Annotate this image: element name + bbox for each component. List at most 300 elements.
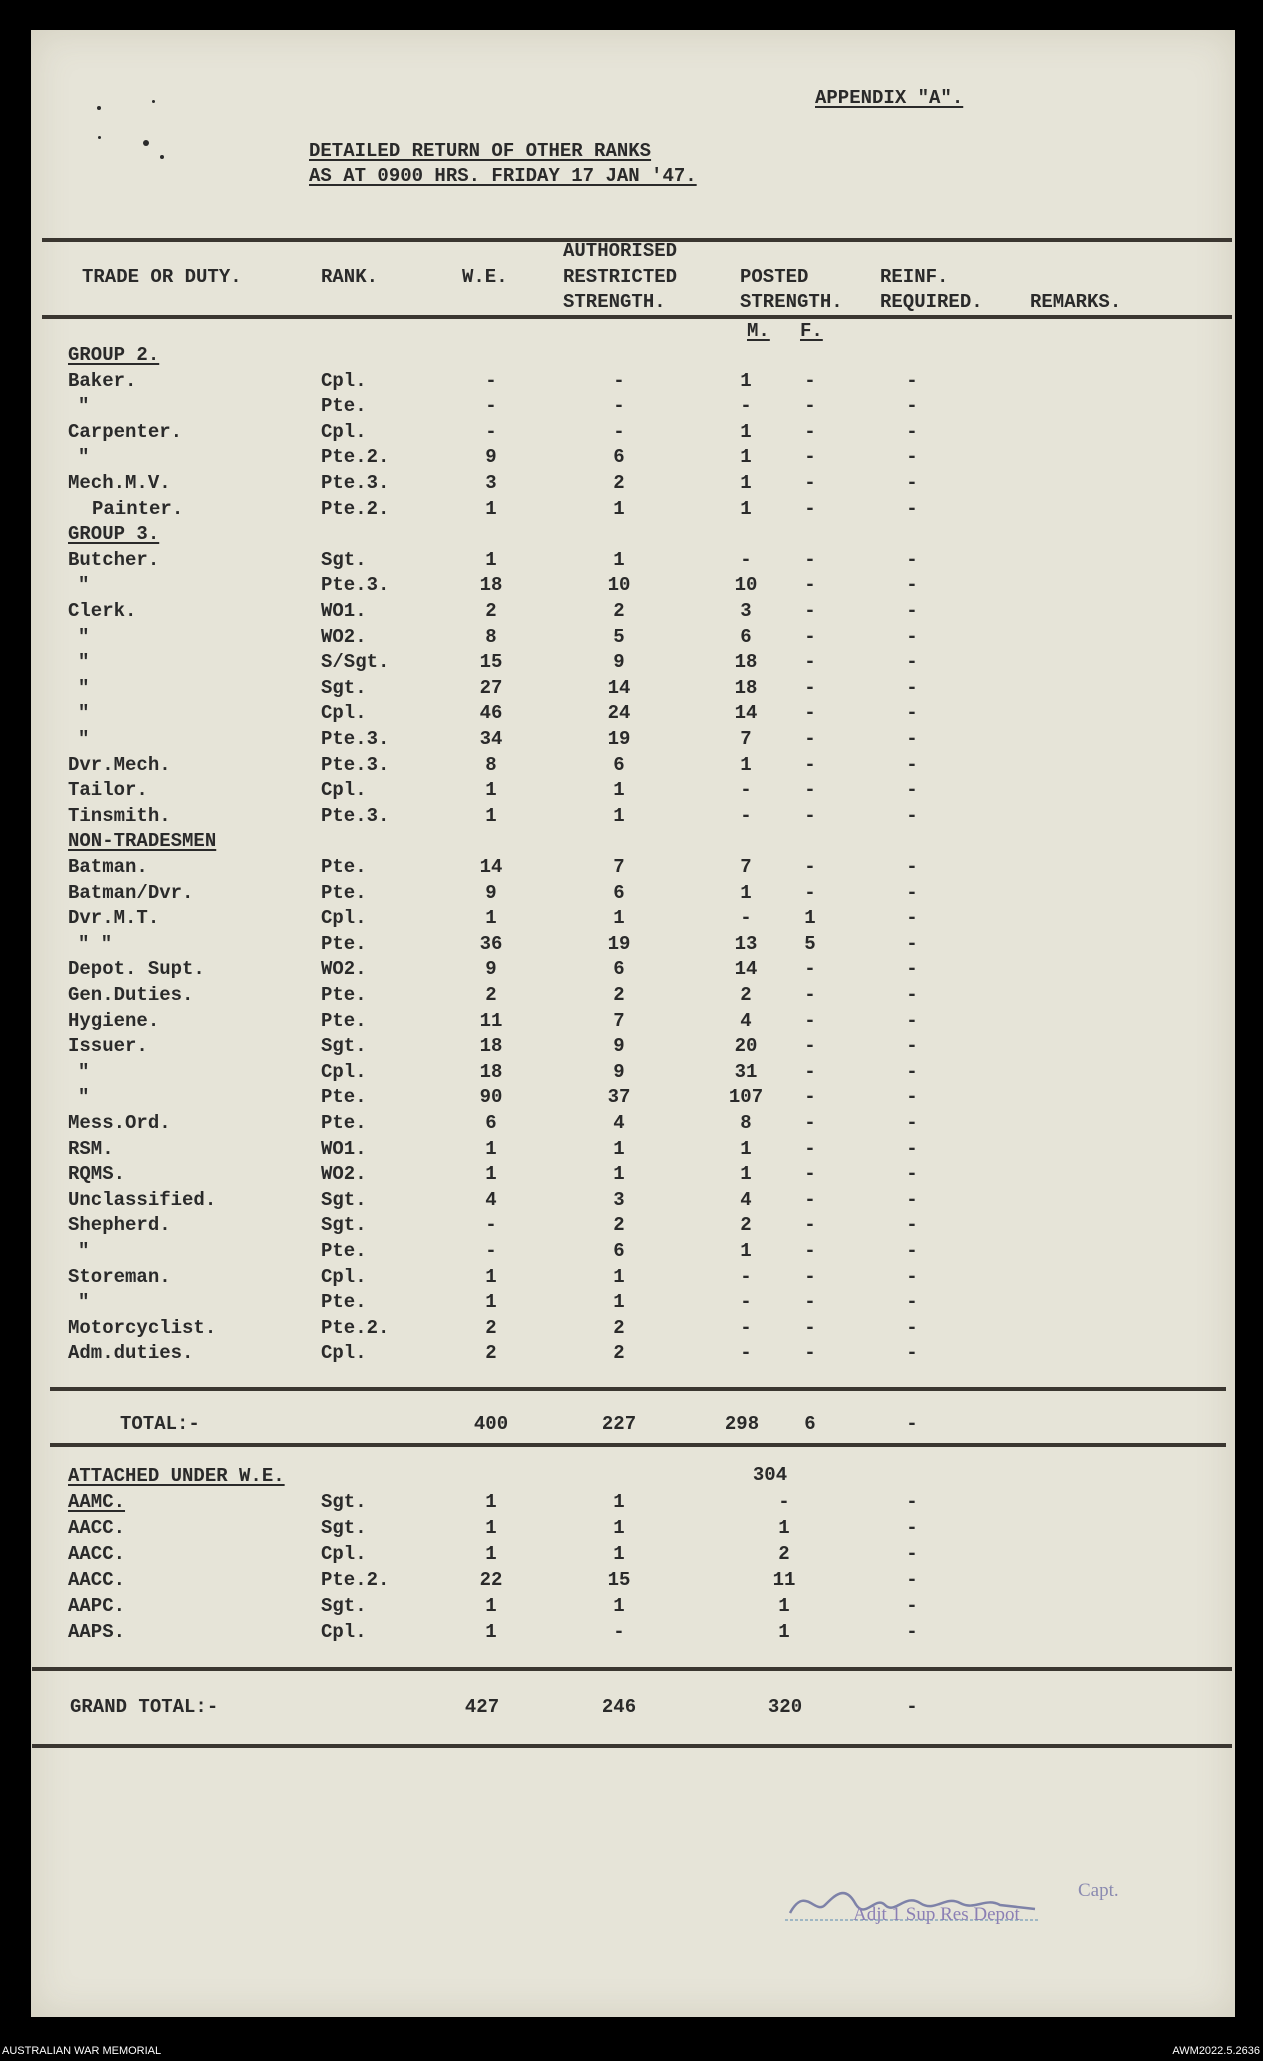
col-header-rank: RANK.: [321, 266, 379, 288]
total-posted-m: 298: [724, 1413, 760, 1435]
we-cell: 8: [485, 754, 497, 776]
reinf-cell: -: [906, 907, 918, 929]
paper-mark: [143, 140, 149, 146]
rank-cell: Pte.: [321, 1086, 367, 1108]
posted-m-cell: 1: [740, 498, 752, 520]
we-cell: -: [485, 1214, 497, 1236]
we-cell: -: [485, 1240, 497, 1262]
reinf-cell: -: [906, 677, 918, 699]
posted-f-cell: -: [804, 1240, 816, 1262]
posted-f-cell: -: [804, 805, 816, 827]
col-header-we: W.E.: [462, 266, 508, 288]
posted-f-cell: -: [804, 702, 816, 724]
posted-m-cell: -: [740, 1342, 752, 1364]
col-header-auth-3: STRENGTH.: [563, 291, 666, 313]
attached-corps: AACC.: [68, 1569, 126, 1591]
attached-auth: 1: [613, 1517, 625, 1539]
ditto-mark: ": [78, 702, 90, 724]
total-label: TOTAL:-: [120, 1413, 200, 1435]
rank-cell: Pte.2.: [321, 498, 390, 520]
posted-f-cell: -: [804, 651, 816, 673]
rank-cell: Pte.: [321, 1112, 367, 1134]
rank-cell: Pte.: [321, 1291, 367, 1313]
we-cell: 1: [485, 1291, 497, 1313]
reinf-cell: -: [906, 933, 918, 955]
auth-cell: 9: [613, 1035, 625, 1057]
grand-total-auth: 246: [601, 1696, 637, 1718]
we-cell: 34: [479, 728, 503, 750]
posted-f-cell: -: [804, 728, 816, 750]
reinf-cell: -: [906, 779, 918, 801]
reinf-cell: -: [906, 1189, 918, 1211]
total-bottom-rule: [50, 1443, 1226, 1447]
document-page: [31, 30, 1235, 2017]
posted-m-cell: 14: [734, 702, 758, 724]
auth-cell: 19: [607, 933, 631, 955]
attached-reinf: -: [906, 1621, 918, 1643]
reinf-cell: -: [906, 446, 918, 468]
auth-cell: 6: [613, 1240, 625, 1262]
reinf-cell: -: [906, 1342, 918, 1364]
rank-cell: Cpl.: [321, 421, 367, 443]
posted-f-cell: -: [804, 574, 816, 596]
posted-m-cell: 1: [740, 370, 752, 392]
auth-cell: 9: [613, 651, 625, 673]
we-cell: -: [485, 395, 497, 417]
posted-m-cell: 31: [734, 1061, 758, 1083]
trade-name: Carpenter.: [68, 421, 183, 443]
posted-m-cell: 18: [734, 677, 758, 699]
col-header-reinf-2: REQUIRED.: [880, 291, 983, 313]
ditto-mark: ": [78, 1240, 90, 1262]
attached-rank: Sgt.: [321, 1595, 367, 1617]
auth-cell: 1: [613, 1291, 625, 1313]
rank-cell: Pte.: [321, 395, 367, 417]
total-reinf: -: [906, 1413, 918, 1435]
rank-cell: Pte.2.: [321, 446, 390, 468]
auth-cell: 1: [613, 1163, 625, 1185]
we-cell: 9: [485, 882, 497, 904]
posted-f-cell: -: [804, 1086, 816, 1108]
posted-f-cell: -: [804, 498, 816, 520]
reinf-cell: -: [906, 1061, 918, 1083]
posted-m-cell: 20: [734, 1035, 758, 1057]
rank-cell: Pte.3.: [321, 574, 390, 596]
we-cell: 15: [479, 651, 503, 673]
posted-m-cell: 10: [734, 574, 758, 596]
auth-cell: 1: [613, 1266, 625, 1288]
total-posted-f: 6: [804, 1413, 816, 1435]
reinf-cell: -: [906, 958, 918, 980]
attached-we: 1: [485, 1491, 497, 1513]
paper-mark: [98, 136, 101, 139]
posted-m-cell: -: [740, 1266, 752, 1288]
attached-posted-m: 11: [772, 1569, 796, 1591]
paper-mark: [97, 106, 101, 110]
attached-rank: Sgt.: [321, 1491, 367, 1513]
posted-m-cell: 3: [740, 600, 752, 622]
trade-name: Mess.Ord.: [68, 1112, 171, 1134]
rank-cell: WO1.: [321, 1138, 367, 1160]
appendix-label: APPENDIX "A".: [815, 87, 964, 109]
rank-cell: Pte.: [321, 1240, 367, 1262]
reinf-cell: -: [906, 1035, 918, 1057]
reinf-cell: -: [906, 472, 918, 494]
attached-we: 1: [485, 1543, 497, 1565]
posted-f-cell: -: [804, 856, 816, 878]
we-cell: 8: [485, 626, 497, 648]
reinf-cell: -: [906, 498, 918, 520]
posted-m-cell: 1: [740, 446, 752, 468]
reinf-cell: -: [906, 754, 918, 776]
rank-cell: Sgt.: [321, 677, 367, 699]
we-cell: 18: [479, 1061, 503, 1083]
attached-posted-m: 1: [778, 1517, 790, 1539]
auth-cell: 2: [613, 472, 625, 494]
rank-cell: WO1.: [321, 600, 367, 622]
trade-name: Tailor.: [68, 779, 148, 801]
posted-m-cell: 4: [740, 1010, 752, 1032]
auth-cell: 2: [613, 600, 625, 622]
posted-f-cell: -: [804, 421, 816, 443]
auth-cell: 2: [613, 1317, 625, 1339]
posted-f-cell: -: [804, 395, 816, 417]
reinf-cell: -: [906, 421, 918, 443]
col-header-m: M.: [747, 320, 770, 342]
col-header-auth-1: AUTHORISED: [563, 240, 678, 262]
posted-m-cell: 1: [740, 472, 752, 494]
auth-cell: 19: [607, 728, 631, 750]
posted-m-cell: 1: [740, 882, 752, 904]
we-cell: 1: [485, 805, 497, 827]
posted-f-cell: -: [804, 1138, 816, 1160]
trade-name: Storeman.: [68, 1266, 171, 1288]
posted-f-cell: -: [804, 958, 816, 980]
posted-f-cell: -: [804, 1189, 816, 1211]
posted-f-cell: -: [804, 1291, 816, 1313]
posted-m-cell: 1: [740, 754, 752, 776]
auth-cell: 1: [613, 805, 625, 827]
we-cell: 18: [479, 574, 503, 596]
posted-m-cell: -: [740, 779, 752, 801]
auth-cell: 7: [613, 856, 625, 878]
reinf-cell: -: [906, 1317, 918, 1339]
trade-name: Clerk.: [68, 600, 137, 622]
signature-appointment: Adjt 1 Sup Res Depot: [853, 1904, 1020, 1925]
we-cell: 9: [485, 446, 497, 468]
auth-cell: 6: [613, 882, 625, 904]
attached-rank: Cpl.: [321, 1543, 367, 1565]
posted-m-cell: 8: [740, 1112, 752, 1134]
rank-cell: WO2.: [321, 1163, 367, 1185]
rank-cell: Sgt.: [321, 1214, 367, 1236]
we-cell: 1: [485, 1163, 497, 1185]
we-cell: 14: [479, 856, 503, 878]
posted-m-cell: 7: [740, 856, 752, 878]
posted-m-cell: 2: [740, 1214, 752, 1236]
col-header-auth-2: RESTRICTED: [563, 266, 678, 288]
auth-cell: 14: [607, 677, 631, 699]
we-cell: 2: [485, 1317, 497, 1339]
rank-cell: WO2.: [321, 958, 367, 980]
trade-name: Adm.duties.: [68, 1342, 194, 1364]
posted-m-cell: 18: [734, 651, 758, 673]
attached-reinf: -: [906, 1517, 918, 1539]
auth-cell: 7: [613, 1010, 625, 1032]
trade-name: Butcher.: [68, 549, 160, 571]
posted-m-cell: -: [740, 549, 752, 571]
auth-cell: 10: [607, 574, 631, 596]
auth-cell: 1: [613, 549, 625, 571]
we-cell: -: [485, 421, 497, 443]
posted-m-cell: -: [740, 1317, 752, 1339]
posted-f-cell: -: [804, 1163, 816, 1185]
posted-f-cell: -: [804, 677, 816, 699]
rank-cell: Cpl.: [321, 1266, 367, 1288]
trade-name: Depot. Supt.: [68, 958, 205, 980]
trade-name: Shepherd.: [68, 1214, 171, 1236]
trade-name: Baker.: [68, 370, 137, 392]
reinf-cell: -: [906, 1163, 918, 1185]
auth-cell: 1: [613, 779, 625, 801]
we-cell: 1: [485, 779, 497, 801]
total-top-rule: [50, 1387, 1226, 1391]
reinf-cell: -: [906, 702, 918, 724]
we-cell: 3: [485, 472, 497, 494]
posted-m-cell: 1: [740, 1138, 752, 1160]
posted-f-cell: -: [804, 779, 816, 801]
posted-m-cell: 1: [740, 421, 752, 443]
reinf-cell: -: [906, 984, 918, 1006]
we-cell: 1: [485, 549, 497, 571]
attached-auth: 1: [613, 1543, 625, 1565]
attached-posted-m: 1: [778, 1595, 790, 1617]
posted-f-cell: -: [804, 1214, 816, 1236]
attached-posted-m: 1: [778, 1621, 790, 1643]
posted-f-cell: -: [804, 549, 816, 571]
attached-rank: Sgt.: [321, 1517, 367, 1539]
trade-name: Mech.M.V.: [68, 472, 171, 494]
col-header-reinf-1: REINF.: [880, 266, 949, 288]
posted-m-cell: -: [740, 1291, 752, 1313]
footer-reference: AWM2022.5.2636: [1172, 2045, 1260, 2057]
rank-cell: Pte.: [321, 984, 367, 1006]
attached-auth: 1: [613, 1491, 625, 1513]
reinf-cell: -: [906, 1214, 918, 1236]
auth-cell: 1: [613, 907, 625, 929]
attached-posted-sum: 304: [752, 1464, 788, 1486]
document-title-line-2: AS AT 0900 HRS. FRIDAY 17 JAN '47.: [309, 165, 697, 187]
attached-we: 1: [485, 1621, 497, 1643]
posted-f-cell: -: [804, 1317, 816, 1339]
trade-name: Painter.: [92, 498, 184, 520]
document-title-line-1: DETAILED RETURN OF OTHER RANKS: [309, 140, 652, 162]
posted-m-cell: 14: [734, 958, 758, 980]
reinf-cell: -: [906, 728, 918, 750]
posted-m-cell: 4: [740, 1189, 752, 1211]
auth-cell: 5: [613, 626, 625, 648]
attached-corps: AAMC.: [68, 1491, 126, 1513]
col-header-remarks: REMARKS.: [1030, 291, 1122, 313]
rank-cell: Cpl.: [321, 370, 367, 392]
rank-cell: Pte.: [321, 856, 367, 878]
rank-cell: Sgt.: [321, 1035, 367, 1057]
posted-m-cell: 7: [740, 728, 752, 750]
rank-cell: Cpl.: [321, 1342, 367, 1364]
auth-cell: 4: [613, 1112, 625, 1134]
attached-we: 1: [485, 1595, 497, 1617]
we-cell: 46: [479, 702, 503, 724]
posted-m-cell: 13: [734, 933, 758, 955]
attached-reinf: -: [906, 1543, 918, 1565]
posted-f-cell: -: [804, 626, 816, 648]
posted-m-cell: 6: [740, 626, 752, 648]
reinf-cell: -: [906, 1266, 918, 1288]
attached-we: 1: [485, 1517, 497, 1539]
ditto-mark: ": [78, 446, 90, 468]
reinf-cell: -: [906, 1112, 918, 1134]
we-cell: -: [485, 370, 497, 392]
rank-cell: S/Sgt.: [321, 651, 390, 673]
header-bottom-rule: [42, 315, 1232, 319]
rank-cell: Cpl.: [321, 907, 367, 929]
posted-f-cell: -: [804, 1035, 816, 1057]
ditto-mark: ": [78, 626, 90, 648]
trade-name: Dvr.M.T.: [68, 907, 160, 929]
we-cell: 2: [485, 600, 497, 622]
trade-name: Issuer.: [68, 1035, 148, 1057]
attached-posted-m: -: [778, 1491, 790, 1513]
posted-f-cell: -: [804, 1342, 816, 1364]
posted-f-cell: 1: [804, 907, 816, 929]
trade-name: Batman/Dvr.: [68, 882, 194, 904]
posted-f-cell: -: [804, 370, 816, 392]
footer-institution: AUSTRALIAN WAR MEMORIAL: [2, 2045, 162, 2057]
posted-f-cell: -: [804, 600, 816, 622]
col-header-f: F.: [800, 320, 823, 342]
trade-name: Unclassified.: [68, 1189, 217, 1211]
we-cell: 9: [485, 958, 497, 980]
grand-total-we: 427: [464, 1696, 500, 1718]
posted-m-cell: -: [740, 395, 752, 417]
rank-cell: Sgt.: [321, 1189, 367, 1211]
attached-reinf: -: [906, 1569, 918, 1591]
reinf-cell: -: [906, 549, 918, 571]
posted-f-cell: -: [804, 472, 816, 494]
ditto-mark: ": [78, 574, 90, 596]
auth-cell: 1: [613, 498, 625, 520]
posted-m-cell: 2: [740, 984, 752, 1006]
posted-f-cell: -: [804, 754, 816, 776]
we-cell: 6: [485, 1112, 497, 1134]
reinf-cell: -: [906, 1010, 918, 1032]
we-cell: 36: [479, 933, 503, 955]
rank-cell: Cpl.: [321, 702, 367, 724]
rank-cell: Cpl.: [321, 779, 367, 801]
auth-cell: 6: [613, 446, 625, 468]
trade-name: Hygiene.: [68, 1010, 160, 1032]
grand-total-label: GRAND TOTAL:-: [70, 1696, 219, 1718]
trade-name: Gen.Duties.: [68, 984, 194, 1006]
we-cell: 1: [485, 498, 497, 520]
rank-cell: Cpl.: [321, 1061, 367, 1083]
attached-posted-m: 2: [778, 1543, 790, 1565]
trade-name: Batman.: [68, 856, 148, 878]
posted-f-cell: -: [804, 882, 816, 904]
attached-corps: AAPC.: [68, 1595, 126, 1617]
we-cell: 2: [485, 1342, 497, 1364]
attached-rank: Cpl.: [321, 1621, 367, 1643]
reinf-cell: -: [906, 805, 918, 827]
auth-cell: -: [613, 370, 625, 392]
reinf-cell: -: [906, 856, 918, 878]
we-cell: 11: [479, 1010, 503, 1032]
attached-corps: AACC.: [68, 1543, 126, 1565]
we-cell: 1: [485, 907, 497, 929]
paper-mark: [152, 100, 155, 103]
posted-m-cell: 107: [728, 1086, 764, 1108]
we-cell: 90: [479, 1086, 503, 1108]
posted-m-cell: -: [740, 805, 752, 827]
posted-m-cell: 1: [740, 1163, 752, 1185]
grand-total-bottom-rule: [32, 1744, 1232, 1748]
ditto-mark: ": [78, 677, 90, 699]
reinf-cell: -: [906, 626, 918, 648]
rank-cell: Pte.: [321, 1010, 367, 1032]
group-heading: NON-TRADESMEN: [68, 830, 217, 852]
grand-total-posted: 320: [767, 1696, 803, 1718]
posted-f-cell: -: [804, 446, 816, 468]
attached-heading: ATTACHED UNDER W.E.: [68, 1465, 285, 1487]
group-heading: GROUP 2.: [68, 344, 160, 366]
rank-cell: Pte.3.: [321, 754, 390, 776]
reinf-cell: -: [906, 651, 918, 673]
reinf-cell: -: [906, 395, 918, 417]
ditto-mark: " ": [78, 933, 113, 955]
we-cell: 18: [479, 1035, 503, 1057]
posted-f-cell: -: [804, 1010, 816, 1032]
ditto-mark: ": [78, 1061, 90, 1083]
attached-reinf: -: [906, 1491, 918, 1513]
trade-name: RQMS.: [68, 1163, 126, 1185]
reinf-cell: -: [906, 600, 918, 622]
reinf-cell: -: [906, 882, 918, 904]
posted-m-cell: 1: [740, 1240, 752, 1262]
rank-cell: WO2.: [321, 626, 367, 648]
attached-reinf: -: [906, 1595, 918, 1617]
we-cell: 4: [485, 1189, 497, 1211]
rank-cell: Pte.3.: [321, 472, 390, 494]
total-auth: 227: [601, 1413, 637, 1435]
auth-cell: -: [613, 395, 625, 417]
auth-cell: 6: [613, 754, 625, 776]
posted-f-cell: -: [804, 1112, 816, 1134]
posted-f-cell: 5: [804, 933, 816, 955]
auth-cell: 37: [607, 1086, 631, 1108]
reinf-cell: -: [906, 574, 918, 596]
grand-total-top-rule: [32, 1667, 1232, 1671]
posted-f-cell: -: [804, 1061, 816, 1083]
posted-m-cell: -: [740, 907, 752, 929]
ditto-mark: ": [78, 395, 90, 417]
signature-rank: Capt.: [1078, 1880, 1119, 1901]
reinf-cell: -: [906, 1291, 918, 1313]
rank-cell: Sgt.: [321, 549, 367, 571]
attached-corps: AACC.: [68, 1517, 126, 1539]
auth-cell: 6: [613, 958, 625, 980]
rank-cell: Pte.3.: [321, 805, 390, 827]
auth-cell: 2: [613, 1342, 625, 1364]
